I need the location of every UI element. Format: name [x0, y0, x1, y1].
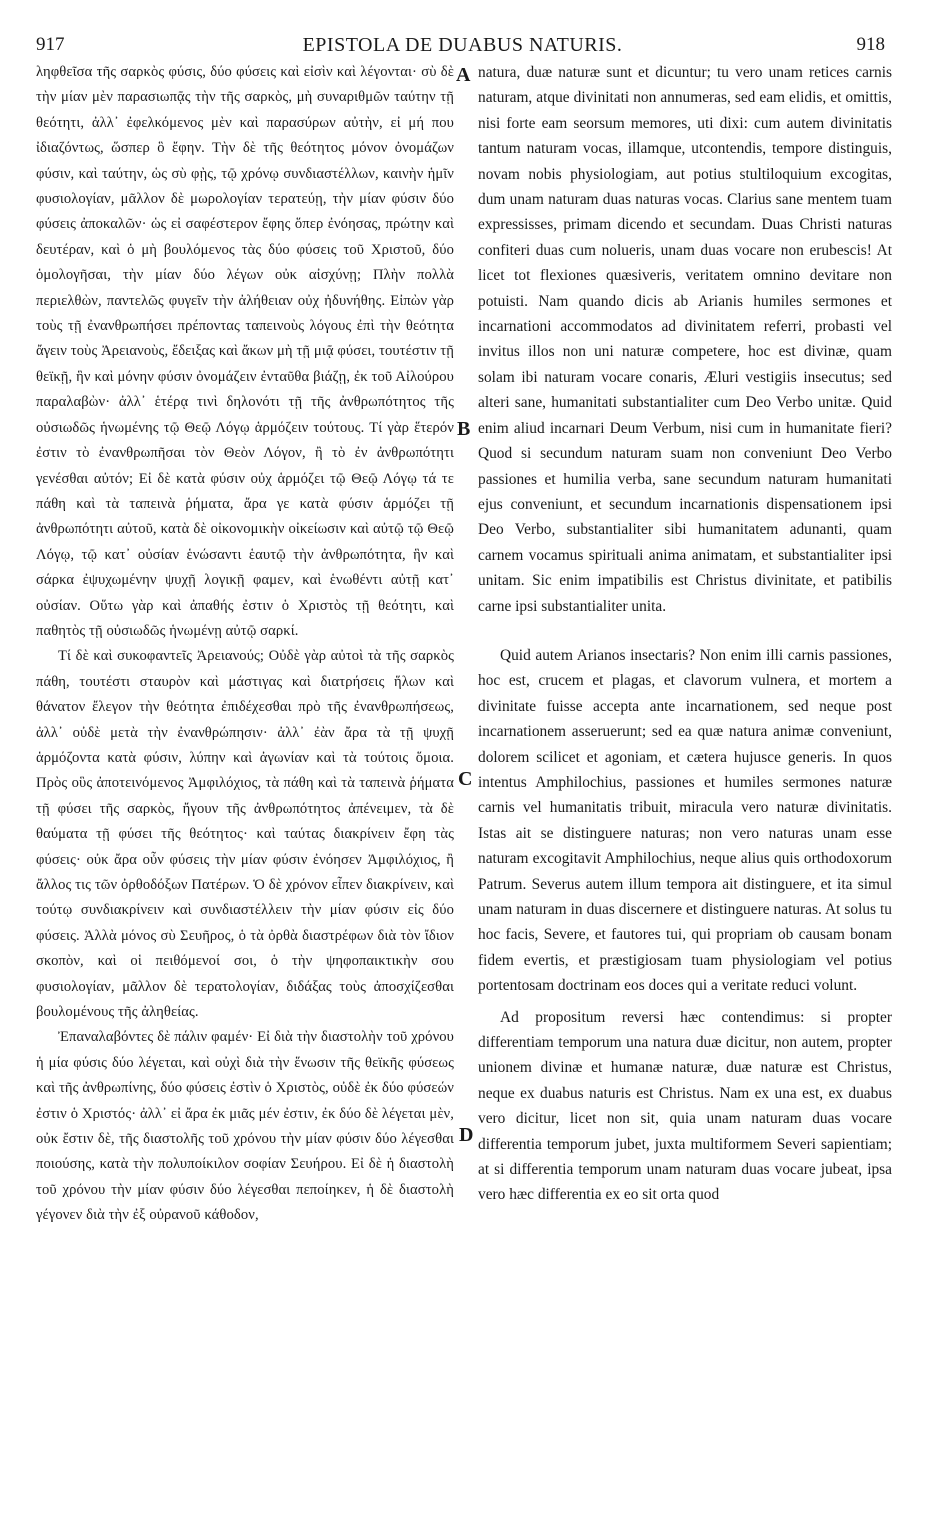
greek-paragraph-3: Ἐπαναλαβόντες δὲ πάλιν φαμέν· Εἰ διὰ τὴν διαστολὴν τοῦ χρόνου ἡ μία φύσις δύο λέγεται, καὶ οὐχὶ διὰ τὴν ἕνωσιν τῆς θεϊκῆς φύσεως καὶ τῆς ἀνθρωπίνης, δύο φύσεις ἐστὶν ὁ Χριστὸς, οὐδὲ ἐκ δύο φύσεών ἐστιν ὁ Χριστός· ἀλλ᾽ εἰ ἄρα ἐκ μιᾶς μέν ἐστιν, ἐκ δύο δὲ λέγεται μὲν, οὐκ ἔστιν δὲ, τῆς διαστολῆς τοῦ χρόνου τὴν μίαν φύσιν δύο λέγεσθαι ποιούσης, κατὰ τὴν πολυποίκιλον σοφίαν Σευήρου. Εἰ δὲ ἡ διαστολὴ τοῦ χρόνου τὴν μίαν φύσιν δύο λέγεσθαι πεποίηκεν, ἡ δὲ διαστολὴ γέγονεν διὰ τὴν ἐξ οὐρανοῦ κάθοδον, [36, 1029, 454, 1224]
latin-paragraph-3: Ad propositum reversi hæc contendimus: si propter differentiam temporum una natura duæ dicitur, non autem, propter unionem divinæ et humanæ naturæ, duæ naturæ est Christus, neque ex duabus naturis est Christus. Nam ex una est, ex duabus vero dicitur, licet non sit, quia unam naturam duas vocare differentia temporum jubet, juxta multiformem Severi sapientiam; at si differentia temporum unam naturam duas vocare jubeat, ipsa vero hæc differentia ex eo sit orta quod [478, 1008, 892, 1204]
latin-column [478, 60, 892, 1208]
section-marker-c: C [458, 768, 473, 790]
latin-paragraph-1: natura, duæ naturæ sunt et dicuntur; tu vero unam retices carnis naturam, atque divinitati non annumeras, sed eam elidis, et omittis, nisi forte eam seorsum memores, uti dixi: cum autem divinitatis tantum naturam vocas, illamque, utcontendis, tempore distinguis, novam nobis physiologiam, aut potius stultiloquium excogitas, dum unam naturam duas naturas vocas. Clarius sane mentem tuam expressisses, primam dicendo et secundam. Duas Christi naturas confiteri duas cum nolueris, unam duas vocare non erubescis! At licet tot flexiones quæsiveris, veritatem omnino devitare non potuisti. Nam quando dicis ab Arianis humiles sermones et incarnationi accommodatos ad divinitatem referri, probasti vel invitus illos non uni naturæ competere, hoc est divinæ, quam solam ibi naturam vocare conaris, Æluri vestigiis insecutus; sed alteri sane, humanitati substantialiter cum Deo Verbo unitæ. Quid enim aliud incarnari Deum Verbum, nisi cum in humanitate fieri? Quod si secundum naturam suam non conveniunt Deo Verbo passiones et humilia verba, sane secundum naturam humanitati ejus conveniunt, et secundum incarnationis dispensationem ipsi Deo Verbo, substantialiter sibi humanitatem adunanti, quam carnem vocamus spirituali anima animatam, et substantialiter ipsi unitam. Sic enim impatibilis est Christus divinitate, et patibilis carne ipsi substantialiter unita. [478, 64, 892, 615]
section-marker-b: B [457, 418, 471, 440]
section-marker-a: A [456, 64, 471, 86]
greek-column [36, 60, 454, 1229]
paragraph-spacer [478, 619, 892, 643]
page-header [0, 0, 925, 56]
page-number-right: 918 [856, 34, 885, 55]
greek-paragraph-1: ληφθεῖσα τῆς σαρκὸς φύσις, δύο φύσεις καὶ εἰσὶν καὶ λέγονται· σὺ δὲ τὴν μίαν μὲν παρασιωπᾷς τὴν τῆς σαρκὸς, μὴ συναριθμῶν ταύτην τῇ θεότητι, ἀλλ᾽ ἐφελκόμενος μὲν καὶ παρασύρων αὐτὴν, εἰ μή που ἰδιαζόντως, ὥσπερ ὃ ἔφην. Τὴν δὲ τῆς θεότητος μόνον ὀνομάζων φύσιν, καὶ ταύτην, ὡς σὺ φῂς, τῷ χρόνῳ συνδιαστέλλων, καινὴν ἡμῖν φυσιολογίαν, μᾶλλον δὲ μωρολογίαν τερατεύῃ, τὴν μίαν φύσιν δύο φύσεις ἀποκαλῶν· ὡς εἰ σαφέστερον ἔφης ὅπερ ἐνόησας, πρώτην καὶ δευτέραν, καὶ ὁ μὴ βουλόμενος τὰς δύο φύσεις τοῦ Χριστοῦ, δύο ὁμολογῆσαι, τὴν μίαν δύο λέγων οὐκ αἰσχύνῃ; Πλὴν πολλὰ περιελθὼν, παντελῶς φυγεῖν τὴν ἀλήθειαν οὐχ ἠδυνήθης. Εἰπὼν γὰρ τοὺς τῇ ἐνανθρωπήσει πρέποντας ταπεινοὺς λόγους ἐπὶ τὴν θεότητα ἄγειν τοὺς Ἀρειανοὺς, ἔδειξας καὶ ἄκων μὴ τῇ μιᾷ φύσει, τουτέστιν τῇ θεϊκῇ, ἣν καὶ μόνην φύσιν ὀνομάζειν ἐνταῦθα βιάζῃ, ἐκ τοῦ Αἰλούρου παραλαβὼν· ἀλλ᾽ ἑτέρᾳ τινὶ δηλονότι τῇ τῆς ἀνθρωπότητος τῆς οὐσιωδῶς ἡνωμένης τῷ Θεῷ Λόγῳ ἁρμόζειν τούτους. Τί γὰρ ἕτερόν ἐστιν τὸ ἐνανθρωπῆσαι τὸν Θεὸν Λόγον, ἢ τὸ ἐν ἀνθρωπότητι γενέσθαι αὐτόν; Εἰ δὲ κατὰ φύσιν οὐχ ἁρμόζει τῷ Θεῷ Λόγῳ τά τε πάθη καὶ τὰ ταπεινὰ ῥήματα, ἄρα γε κατὰ φύσιν ἁρμόζει τῇ ἀνθρωπότητι αὐτοῦ, κατὰ δὲ οἰκονομικὴν οἰκείωσιν καὶ αὐτῷ τῷ Θεῷ Λόγῳ, τῷ κατ᾽ οὐσίαν ἑνώσαντι ἑαυτῷ τὴν ἀνθρωπότητα, ἣν καὶ σάρκα ἐψυχωμένην ψυχῇ λογικῇ φαμεν, καὶ ἑνωθέντι αὐτῇ κατ᾽ οὐσίαν. Οὕτω γὰρ καὶ ἀπαθής ἐστιν ὁ Χριστὸς τῇ θεότητι, καὶ παθητὸς τῇ οὐσιωδῶς ἡνωμένῃ αὐτῷ σαρκί. [36, 64, 454, 639]
running-title: EPISTOLA DE DUABUS NATURIS. [302, 34, 623, 56]
greek-paragraph-2: Τί δὲ καὶ συκοφαντεῖς Ἀρειανούς; Οὐδὲ γὰρ αὐτοὶ τὰ τῆς σαρκὸς πάθη, τουτέστι σταυρὸν καὶ μάστιγας καὶ διατρήσεις ἥλων καὶ θάνατον ἔλεγον τὴν θεότητα ἐπιδέχεσθαι πρὸ τῆς ἐνανθρωπήσεως, ἀλλ᾽ οὐδὲ μετὰ τὴν ἐνανθρώπησιν· ἀλλ᾽ ἐὰν ἄρα τὰ τῇ ψυχῇ ἁρμόζοντα κατὰ φύσιν, λύπην καὶ ἀγωνίαν καὶ τὰ τούτοις ὅμοια. Πρὸς οὓς ἀποτεινόμενος Ἀμφιλόχιος, τὰ πάθη καὶ τὰ ταπεινὰ ῥήματα τῇ φύσει τῆς σαρκὸς, ἤγουν τῆς ἀνθρωπότητος ἀπένειμεν, τὰ δὲ θαύματα τῇ φύσει τῆς θεότητος· καὶ ταύτας διακρίνειν ἔφη τὰς φύσεις· οὐκ ἄρα οὖν φύσεις τὴν μίαν φύσιν ἐνόησεν Ἀμφιλόχιος, ἢ ἄλλος τις τῶν ὀρθοδόξων Πατέρων. Ὁ δὲ χρόνον εἶπεν διακρίνειν, καὶ τούτῳ συνδιακρίνειν καὶ συνδιαστέλλειν τὴν μίαν φύσιν εἰς δύο φύσεις. Ἀλλὰ μόνος σὺ Σευῆρος, ὁ τὰ ὀρθὰ διαστρέφων διὰ τὸν ἴδιον σκοπὸν, καὶ οἱ πειθόμενοί σοι, ὁ τὴν ψηφοπαικτικὴν σου φυσιολογίαν, μᾶλλον δὲ τερατολογίαν, διδάξας τοὺς ἀποσχίζεσθαι βουλομένους τῆς ἀληθείας. [36, 648, 454, 1021]
latin-paragraph-2: Quid autem Arianos insectaris? Non enim illi carnis passiones, hoc est, crucem et plagas, et clavorum vulnera, et mortem a divinitate fuisse accepta ante incarnationem, sed neque post incarnationem asseruerunt; sed ea quæ natura animæ conveniunt, dolorem scilicet et agoniam, et cætera hujusce generis. In quos intentus Amphilochius, passiones et humiles sermones naturæ carnis vel humanitatis tribuit, miracula vero naturæ divinitatis. Istas ait se distinguere naturas; non vero naturas unam esse naturam excogitavit Amphilochius, neque alius quis orthodoxorum Patrum. Severus autem illum tempora ait distinguere, et ita simul unam naturam in duas discernere et distinguere naturas. At solus tu hoc facis, Severe, et fautores tui, qui propriam ob causam bonam fidem evertis, et præstigiosam tuam physiologiam vel potius portentosam doctrinam eos doces qui a veritate reduci volunt. [478, 646, 892, 995]
page-number-left: 917 [36, 34, 65, 55]
section-marker-d: D [459, 1124, 474, 1146]
